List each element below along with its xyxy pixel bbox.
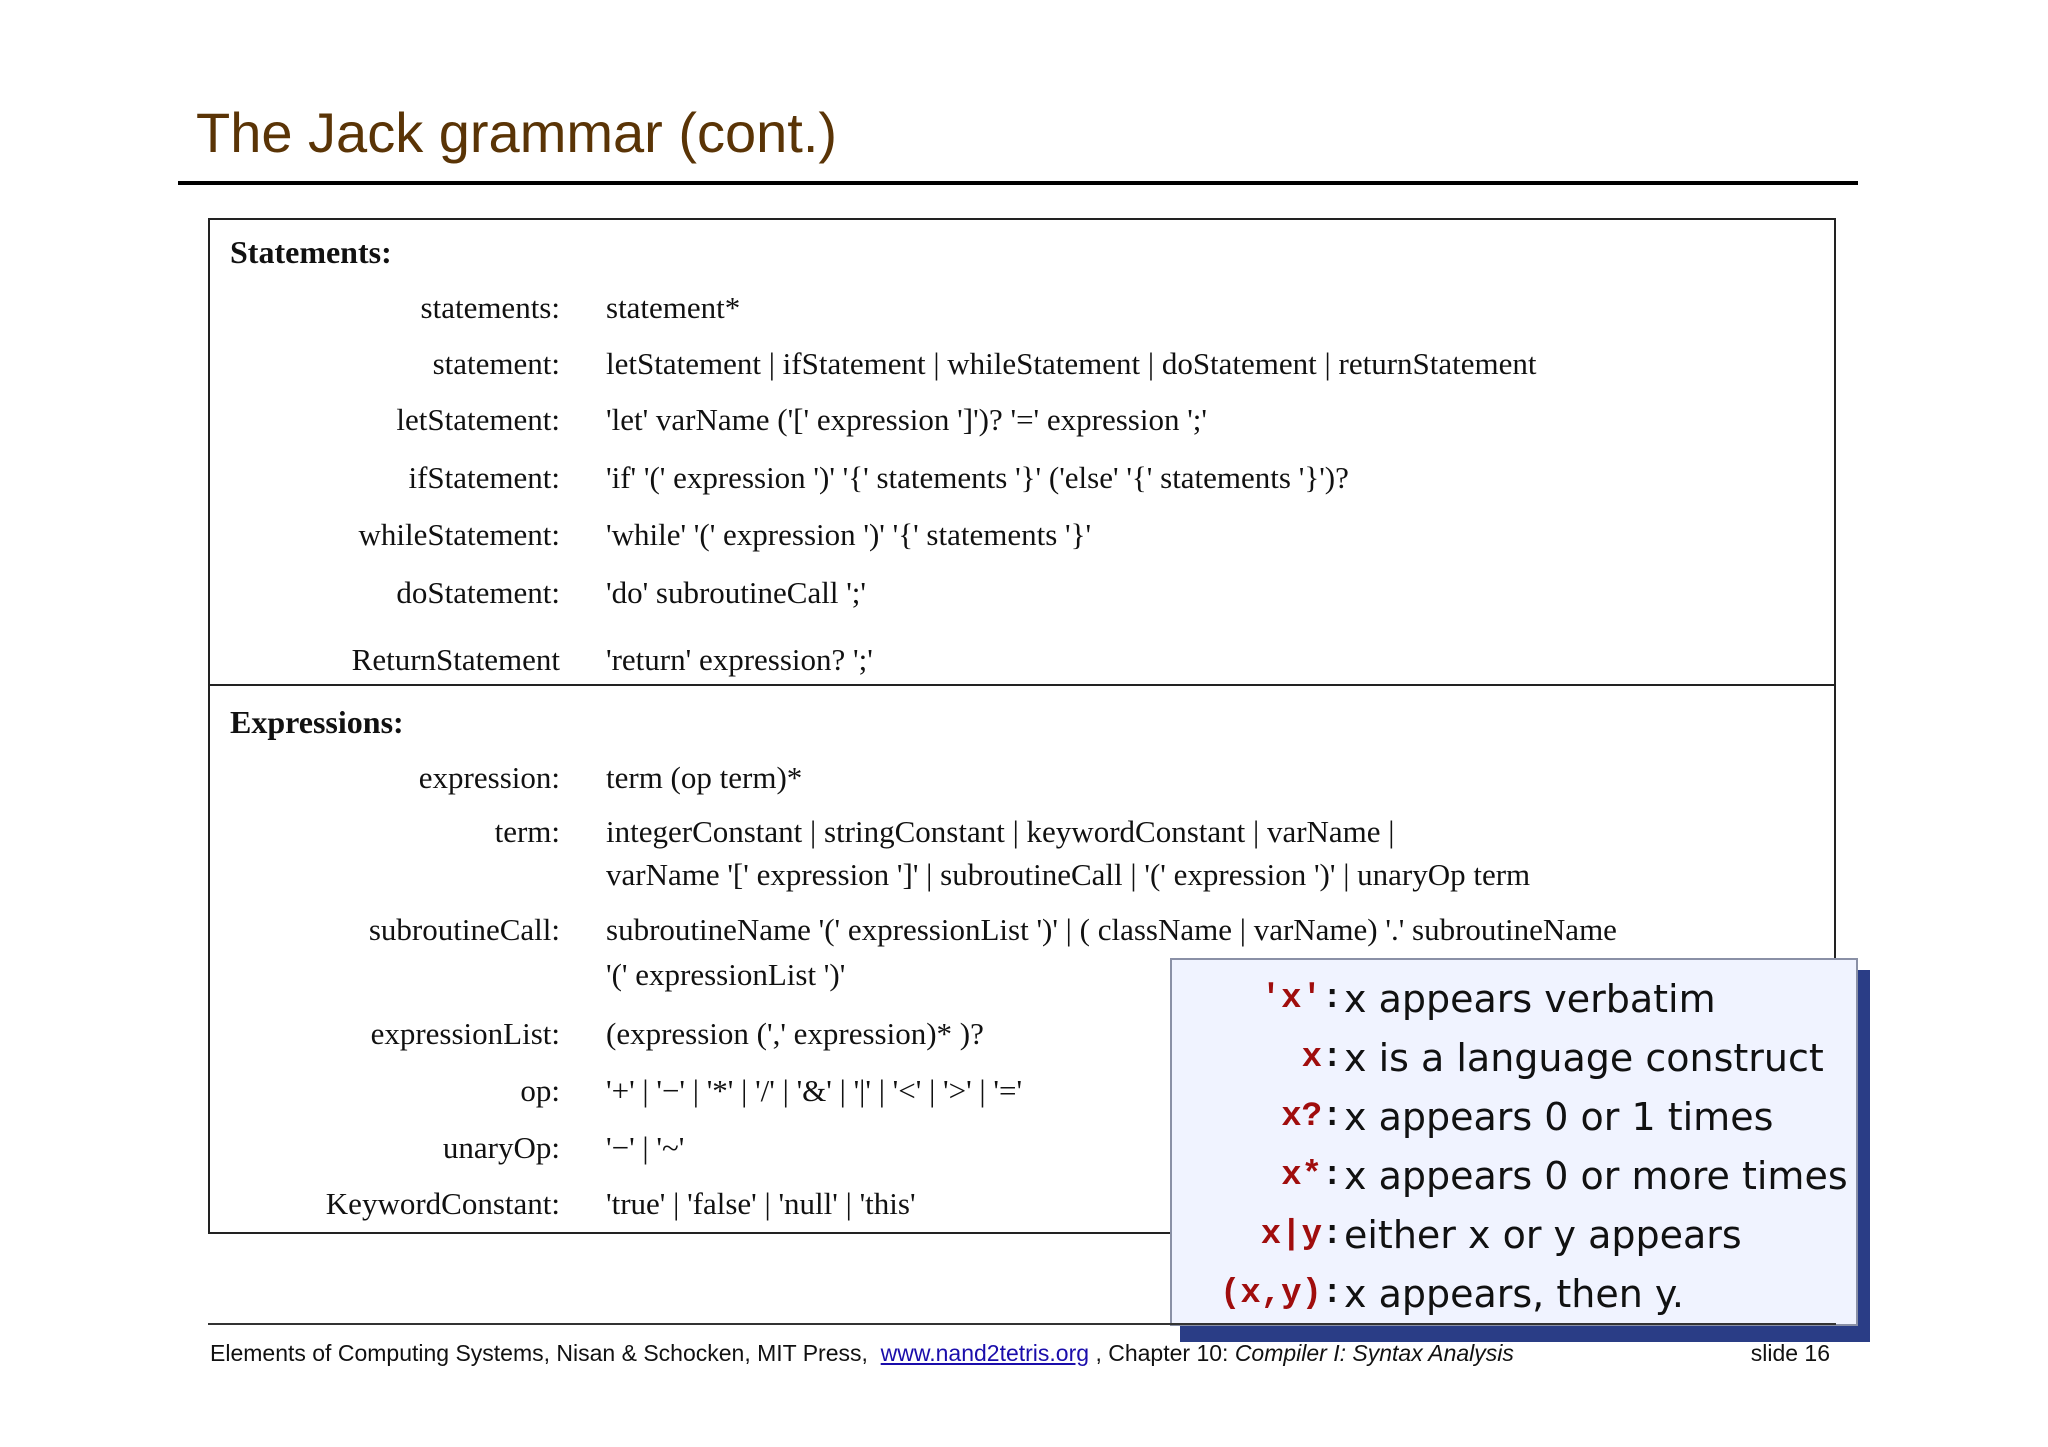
legend-colon: : bbox=[1322, 980, 1343, 1018]
rule-body: 'let' varName ('[' expression ']')? '=' expression ';' bbox=[606, 402, 1208, 437]
legend-symbol: x bbox=[1301, 1039, 1322, 1077]
statements-heading: Statements: bbox=[230, 234, 392, 270]
rule-body: statement* bbox=[606, 290, 741, 325]
footer-credit: Elements of Computing Systems, Nisan & Schocken, MIT Press, bbox=[210, 1340, 868, 1366]
legend-row bbox=[1172, 1147, 1856, 1205]
legend-row bbox=[1172, 1088, 1856, 1146]
slide-title: The Jack grammar (cont.) bbox=[196, 101, 838, 164]
legend-colon: : bbox=[1322, 1216, 1343, 1254]
section-divider bbox=[210, 684, 1834, 686]
rule-label: expressionList: bbox=[370, 1016, 560, 1051]
rule-body: subroutineName '(' expressionList ')' | ( className | varName) '.' subroutineName bbox=[606, 912, 1617, 947]
rule-body: '+' | '−' | '*' | '/' | '&' | '|' | '<' | '>' | '=' bbox=[606, 1073, 1023, 1108]
expressions-heading: Expressions: bbox=[230, 704, 404, 740]
legend-symbol: (x,y) bbox=[1219, 1275, 1322, 1313]
rule-label: unaryOp: bbox=[442, 1130, 560, 1165]
rule-body: 'do' subroutineCall ';' bbox=[606, 575, 866, 610]
footer-chapter: , Chapter 10: bbox=[1095, 1340, 1229, 1366]
legend-row bbox=[1172, 1206, 1856, 1264]
footer-divider bbox=[208, 1323, 1836, 1325]
footer-link[interactable]: www.nand2tetris.org bbox=[880, 1340, 1090, 1366]
rule-body-cont: '(' expressionList ')' bbox=[606, 957, 846, 992]
rule-label: subroutineCall: bbox=[368, 912, 560, 947]
rule-label: statement: bbox=[432, 346, 560, 381]
legend-description: x appears 0 or more times bbox=[1344, 1154, 1848, 1198]
rule-label: doStatement: bbox=[396, 575, 560, 610]
footer-chapter-title: Compiler I: Syntax Analysis bbox=[1234, 1340, 1514, 1366]
rule-body: term (op term)* bbox=[606, 760, 803, 795]
legend-description: x appears verbatim bbox=[1344, 977, 1716, 1021]
title-divider bbox=[178, 181, 1858, 185]
rule-body-cont: varName '[' expression ']' | subroutineCall | '(' expression ')' | unaryOp term bbox=[606, 857, 1531, 892]
rule-label: KeywordConstant: bbox=[325, 1186, 560, 1221]
legend-colon: : bbox=[1322, 1275, 1343, 1313]
rule-body: (expression (',' expression)* )? bbox=[606, 1016, 984, 1051]
footer bbox=[210, 1340, 1514, 1367]
rule-label: op: bbox=[520, 1073, 560, 1108]
rule-label: term: bbox=[494, 814, 560, 849]
legend-description: either x or y appears bbox=[1344, 1213, 1742, 1257]
legend-colon: : bbox=[1322, 1157, 1343, 1195]
rule-label: ReturnStatement bbox=[351, 642, 560, 677]
legend-description: x is a language construct bbox=[1344, 1036, 1824, 1080]
rule-body: letStatement | ifStatement | whileStatement | doStatement | returnStatement bbox=[606, 346, 1537, 381]
legend-colon: : bbox=[1322, 1098, 1343, 1136]
legend-description: x appears 0 or 1 times bbox=[1344, 1095, 1774, 1139]
rule-body: 'if' '(' expression ')' '{' statements '}' ('else' '{' statements '}')? bbox=[606, 460, 1349, 495]
legend-description: x appears, then y. bbox=[1344, 1272, 1685, 1316]
legend-colon: : bbox=[1322, 1039, 1343, 1077]
legend-row bbox=[1172, 1029, 1856, 1087]
rule-body: 'while' '(' expression ')' '{' statements '}' bbox=[606, 517, 1092, 552]
rule-body: 'true' | 'false' | 'null' | 'this' bbox=[606, 1186, 916, 1221]
rule-label: statements: bbox=[420, 290, 560, 325]
legend-row bbox=[1172, 1265, 1856, 1323]
slide-number: slide 16 bbox=[1750, 1340, 1830, 1366]
rule-label: letStatement: bbox=[396, 402, 560, 437]
rule-label: ifStatement: bbox=[408, 460, 560, 495]
rule-body: 'return' expression? ';' bbox=[606, 642, 873, 677]
legend-symbol: x|y bbox=[1260, 1216, 1322, 1254]
notation-legend bbox=[1170, 958, 1858, 1326]
rule-label: whileStatement: bbox=[358, 517, 560, 552]
rule-label: expression: bbox=[418, 760, 560, 795]
legend-symbol: x? bbox=[1281, 1098, 1322, 1136]
rule-body: integerConstant | stringConstant | keywordConstant | varName | bbox=[606, 814, 1395, 849]
legend-symbol: 'x' bbox=[1260, 980, 1322, 1018]
legend-symbol: x* bbox=[1281, 1157, 1322, 1195]
rule-body: '−' | '~' bbox=[606, 1130, 685, 1165]
legend-row bbox=[1172, 970, 1856, 1028]
